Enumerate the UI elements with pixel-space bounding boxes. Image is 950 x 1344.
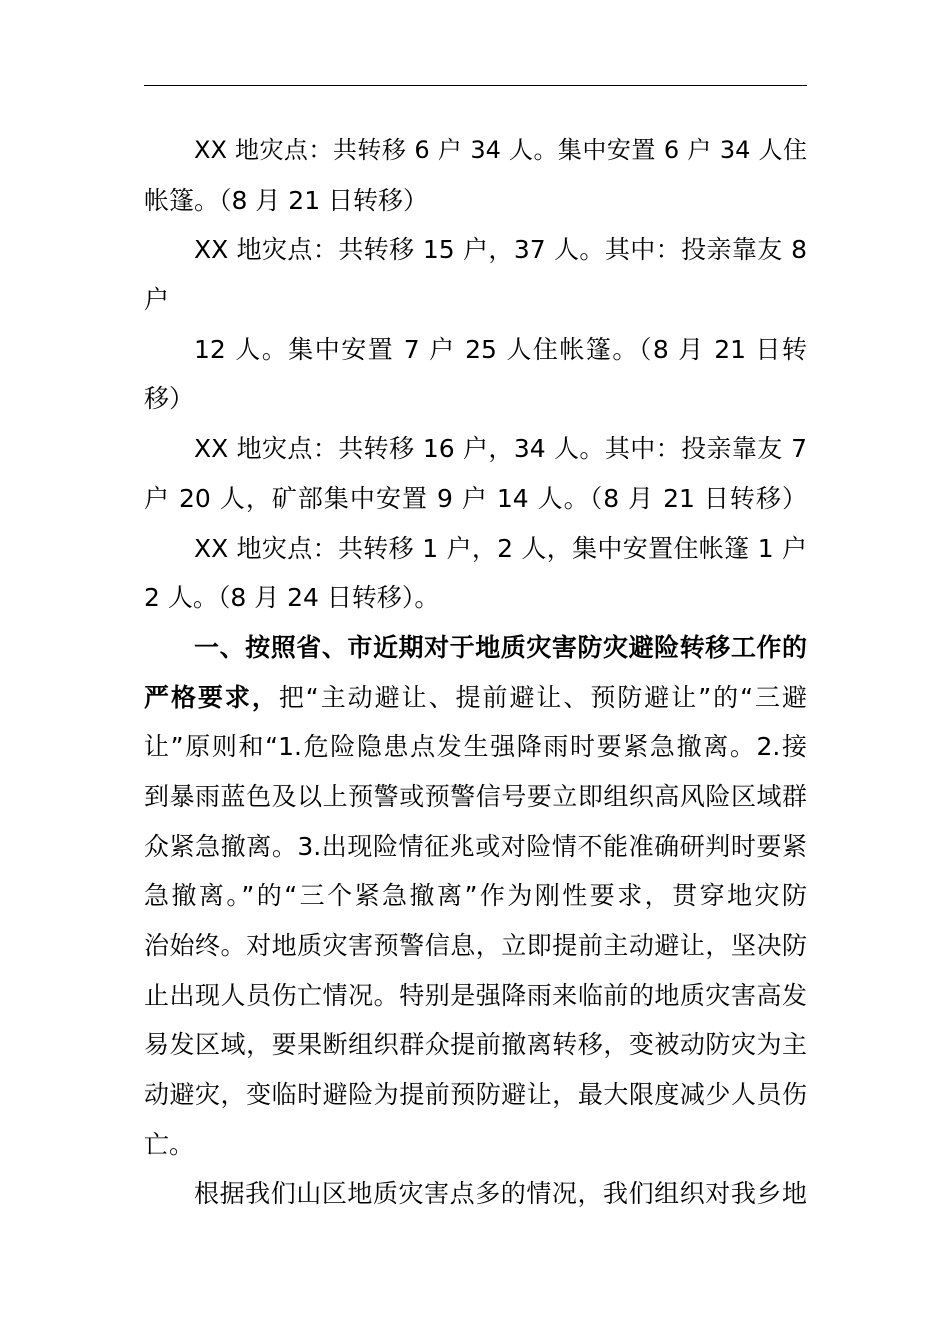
section-heading-end: 严格要求， [144,682,279,712]
text-line: 易发区域，要果断组织群众提前撤离转移，变被动防灾为主 [144,1030,807,1060]
text-line: 动避灾，变临时避险为提前预防避让，最大限度减少人员伤 [144,1080,807,1110]
text-line: XX 地灾点：共转移 16 户，34 人。其中：投亲靠友 7 [194,434,807,464]
text-line: 止出现人员伤亡情况。特别是强降雨来临前的地质灾害高发 [144,980,807,1010]
text-line: 户 20 人，矿部集中安置 9 户 14 人。（8 月 21 日转移） [144,483,807,513]
text-line: 众紧急撤离。3.出现险情征兆或对险情不能准确研判时要紧 [144,831,807,861]
section-heading: 一、按照省、市近期对于地质灾害防灾避险转移工作的 [194,632,807,662]
text-line: 根据我们山区地质灾害点多的情况，我们组织对我乡地 [194,1179,807,1209]
text-line: 急撤离。”的“三个紧急撤离”作为刚性要求，贯穿地灾防 [144,881,807,911]
text-line: 到暴雨蓝色及以上预警或预警信号要立即组织高风险区域群 [144,781,807,811]
text-line: 治始终。对地质灾害预警信息，立即提前主动避让，坚决防 [144,931,807,960]
text-line: XX 地灾点：共转移 6 户 34 人。集中安置 6 户 34 人住 [194,136,807,164]
text-line: 2 人。（8 月 24 日转移）。 [144,583,440,613]
text-line: 亡。 [144,1129,195,1159]
text-line: XX 地灾点：共转移 15 户，37 人。其中：投亲靠友 8 [194,235,807,265]
document-body [144,126,807,1219]
text-line: 帐篷。（8 月 21 日转移） [144,185,429,215]
text-line: 12 人。集中安置 7 户 25 人住帐篷。（8 月 21 日转 [194,334,807,364]
text-line: 让”原则和“1.危险隐患点发生强降雨时要紧急撤离。2.接 [144,732,807,762]
text-line: 移） [144,384,195,414]
section-heading-line [144,623,807,673]
text-line: XX 地灾点：共转移 1 户，2 人，集中安置住帐篷 1 户 [194,533,807,563]
text-line: 户 [144,285,170,315]
text-line: 严格要求，把“主动避让、提前避让、预防避让”的“三避 [144,682,807,712]
header-rule [144,85,807,86]
